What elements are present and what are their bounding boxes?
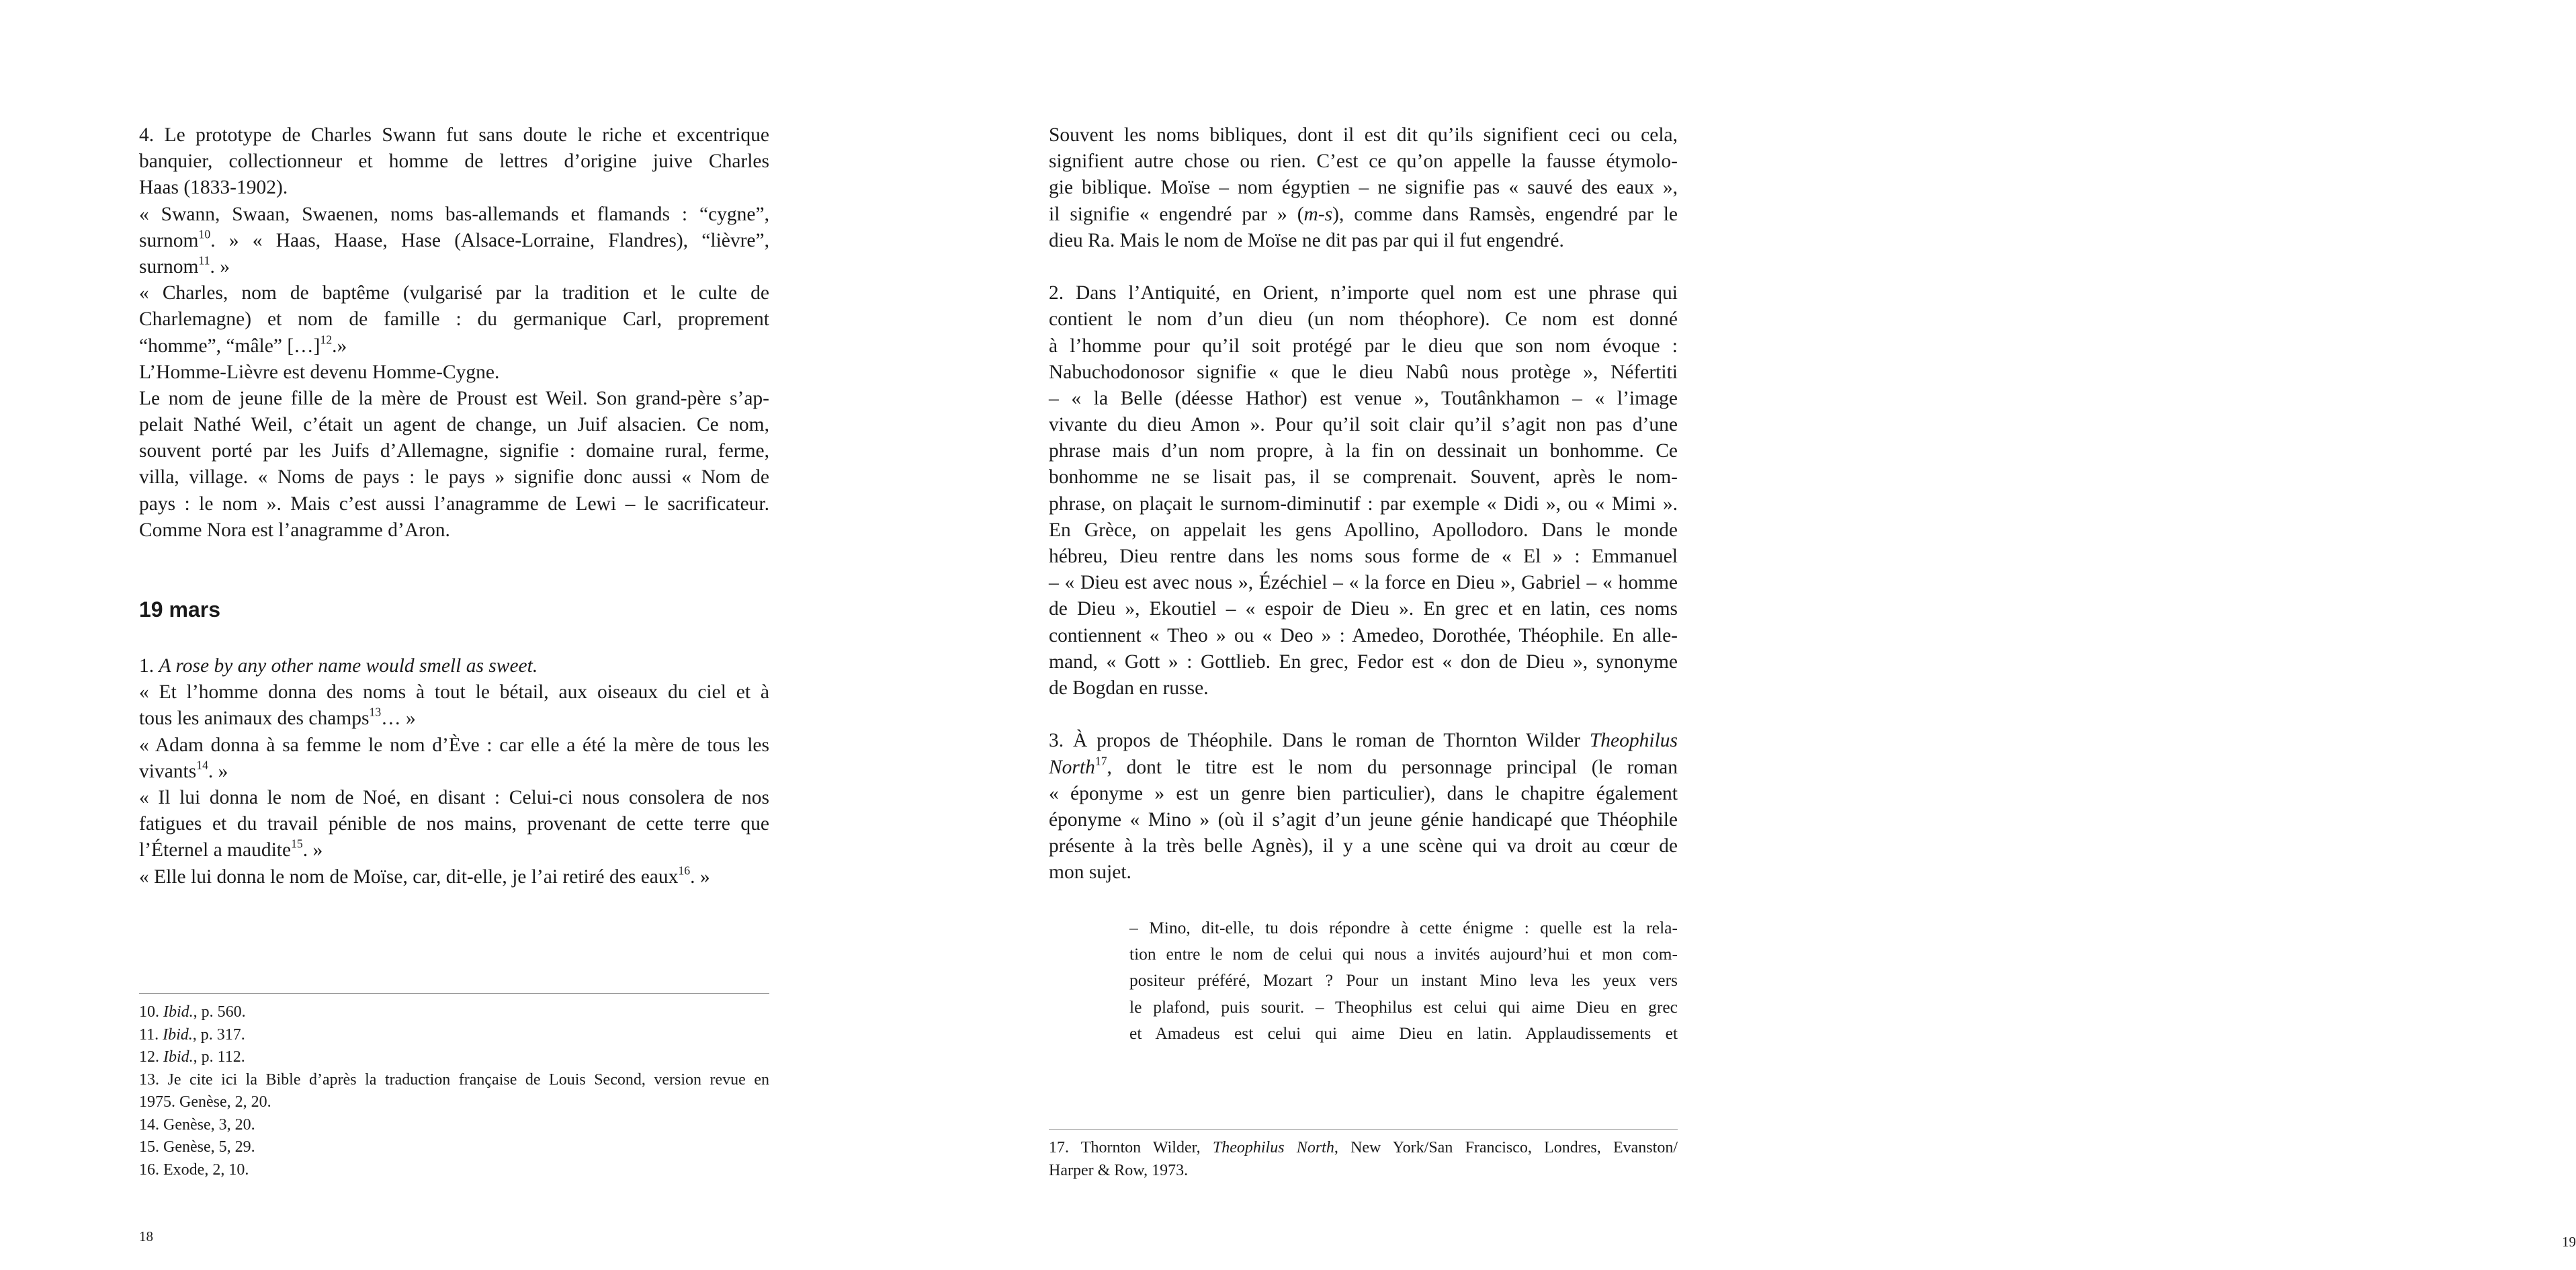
paragraph-line: pelait Nathé Weil, c’était un agent de change, un Juif alsacien. Ce nom,: [139, 414, 769, 436]
paragraph-line: « éponyme » est un genre bien particulier), dans le chapitre également: [1049, 782, 1678, 804]
quote-line: « Elle lui donna le nom de Moïse, car, dit-elle, je l’ai retiré des eaux$^{16}$. »: [139, 863, 710, 888]
page-number: 19: [2562, 1234, 2576, 1250]
quote-line: « Charles, nom de baptême (vulgarisé par la tradition et le culte de: [139, 282, 769, 304]
footnote: 14. Genèse, 3, 20.: [139, 1115, 255, 1134]
footnote: Harper & Row, 1973.: [1049, 1161, 1189, 1179]
paragraph-line: éponyme « Mino » (où il s’agit d’un jeune génie handicapé que Théophile: [1049, 808, 1678, 831]
paragraph-line: phrase mais d’un nom propre, à la fin on dessinait un bonhomme. Ce: [1049, 440, 1678, 462]
right-body-text: [1049, 122, 1678, 886]
paragraph-line: mon sujet.: [1049, 861, 1131, 884]
footnote: 10. Ibid., p. 560.: [139, 1003, 246, 1021]
paragraph-line: Le nom de jeune fille de la mère de Proust est Weil. Son grand-père s’ap-: [139, 387, 769, 409]
footnote-ref[interactable]: 15: [291, 837, 303, 851]
footnote-ref[interactable]: 12: [320, 333, 333, 347]
paragraph-line: de Bogdan en russe.: [1049, 677, 1209, 699]
quote-line: « Il lui donna le nom de Noé, en disant : Celui-ci nous consolera de nos: [139, 786, 769, 808]
quote-line: Charlemagne) et nom de famille : du germanique Carl, proprement: [139, 308, 769, 331]
paragraph-line: contient le nom d’un dieu (un nom théophore). Ce nom est donné: [1049, 308, 1678, 331]
paragraph-line: signifient autre chose ou rien. C’est ce qu’on appelle la fausse étymolo-: [1049, 151, 1678, 173]
paragraph-line: 2. Dans l’Antiquité, en Orient, n’importe quel nom est une phrase qui: [1049, 282, 1678, 304]
quote-line: surnom$^{11}$. »: [139, 253, 230, 278]
quote-line: tous les animaux des champs$^{13}$… »: [139, 706, 416, 730]
paragraph-line: Haas (1833-1902).: [139, 177, 288, 199]
quote-line: l’Éternel a maudite$^{15}$. »: [139, 837, 323, 861]
quote-line: surnom$^{10}$. » « Haas, Haase, Hase (Alsace-Lorraine, Flandres), “lièvre”,: [139, 227, 769, 251]
footnote: 12. Ibid., p. 112.: [139, 1048, 245, 1066]
page-number: 18: [139, 1228, 153, 1244]
footnote-divider: [139, 993, 769, 994]
quote-line: vivants$^{14}$. »: [139, 758, 228, 782]
quote-line: et Amadeus est celui qui aime Dieu en latin. Applaudissements et: [1129, 1023, 1678, 1043]
paragraph-line: North$^{17}$, dont le titre est le nom du personnage principal (le roman: [1049, 754, 1678, 778]
paragraph-line: bonhomme ne se lisait pas, il se comprenait. Souvent, après le nom-: [1049, 466, 1678, 489]
footnotes: [1049, 1137, 1678, 1182]
paragraph-line: En Grèce, on appelait les gens Apollino, Apollodoro. Dans le monde: [1049, 519, 1678, 541]
paragraph-line: hébreu, Dieu rentre dans les noms sous forme de « El » : Emmanuel: [1049, 546, 1678, 567]
paragraph-line: présente à la très belle Agnès), il y a une scène qui va droit au cœur de: [1049, 835, 1678, 857]
quote-line: tion entre le nom de celui qui nous a invités aujourd’hui et mon com-: [1129, 944, 1678, 964]
paragraph-line: vivante du dieu Amon ». Pour qu’il soit clair qu’il s’agit non pas d’une: [1049, 414, 1678, 436]
quote-line: – Mino, dit-elle, tu dois répondre à cette énigme : quelle est la rela-: [1129, 918, 1678, 937]
quote-line: « Adam donna à sa femme le nom d’Ève : car elle a été la mère de tous les: [139, 734, 769, 756]
paragraph-line: phrase, on plaçait le surnom-diminutif : par exemple « Didi », ou « Mimi ».: [1049, 493, 1678, 515]
quote-line: positeur préféré, Mozart ? Pour un instant Mino leva les yeux vers: [1129, 970, 1678, 990]
paragraph-line: 1. A rose by any other name would smell as sweet.: [139, 655, 538, 677]
footnote-ref[interactable]: 16: [678, 863, 691, 878]
quote-line: « Swann, Swaan, Swaenen, noms bas-allemands et flamands : “cygne”,: [139, 203, 769, 225]
quote-line: « Et l’homme donna des noms à tout le bétail, aux oiseaux du ciel et à: [139, 681, 769, 704]
paragraph-line: – « la Belle (déesse Hathor) est venue », Toutânkhamon – « l’image: [1049, 387, 1678, 409]
footnote-ref[interactable]: 11: [198, 253, 210, 267]
footnote: 17. Thornton Wilder, Theophilus North, New York/San Francisco, Londres, Evanston/: [1049, 1139, 1678, 1156]
footnote-ref[interactable]: 14: [196, 758, 208, 772]
footnote: 11. Ibid., p. 317.: [139, 1025, 245, 1044]
paragraph-line: souvent porté par les Juifs d’Allemagne, signifie : domaine rural, ferme,: [139, 440, 769, 462]
paragraph-line: il signifie « engendré par » (m-s), comme dans Ramsès, engendré par le: [1049, 203, 1678, 225]
paragraph-line: à l’homme pour qu’il soit protégé par le dieu que son nom évoque :: [1049, 335, 1678, 357]
footnote-ref[interactable]: 10: [198, 227, 211, 241]
paragraph-line: gie biblique. Moïse – nom égyptien – ne signifie pas « sauvé des eaux »,: [1049, 177, 1678, 199]
paragraph-line: villa, village. « Noms de pays : le pays » signifie donc aussi « Nom de: [139, 466, 769, 489]
quote-line: le plafond, puis sourit. – Theophilus est celui qui aime Dieu en grec: [1129, 997, 1678, 1017]
footnote: 13. Je cite ici la Bible d’après la traduction française de Louis Second, version revue en: [139, 1070, 769, 1089]
paragraph-line: 4. Le prototype de Charles Swann fut sans doute le riche et excentrique: [139, 124, 769, 146]
left-page: [0, 0, 899, 1270]
quote-line: fatigues et du travail pénible de nos mains, provenant de cette terre que: [139, 813, 769, 835]
quote-line: “homme”, “mâle” […]$^{12}$.»: [139, 333, 347, 357]
left-body-text: [139, 122, 769, 890]
footnote: 15. Genèse, 5, 29.: [139, 1138, 255, 1156]
paragraph-line: – « Dieu est avec nous », Ézéchiel – « la force en Dieu », Gabriel – « homme: [1049, 572, 1678, 594]
paragraph-line: pays : le nom ». Mais c’est aussi l’anagramme de Lewi – le sacrificateur.: [139, 493, 769, 515]
footnote-divider: [1049, 1129, 1678, 1130]
footnote: 1975. Genèse, 2, 20.: [139, 1093, 271, 1111]
paragraph-line: mand, « Gott » : Gottlieb. En grec, Fedor est « don de Dieu », synonyme: [1049, 650, 1678, 673]
paragraph-line: dieu Ra. Mais le nom de Moïse ne dit pas par qui il fut engendré.: [1049, 229, 1564, 251]
footnote-ref[interactable]: 17: [1094, 754, 1107, 768]
block-quote: [1129, 915, 1678, 1046]
paragraph-line: Nabuchodonosor signifie « que le dieu Nabû nous protège », Néfertiti: [1049, 361, 1678, 383]
paragraph-line: L’Homme-Lièvre est devenu Homme-Cygne.: [139, 361, 500, 383]
footnote: 16. Exode, 2, 10.: [139, 1160, 249, 1179]
paragraph-line: Souvent les noms bibliques, dont il est dit qu’ils signifient ceci ou cela,: [1049, 124, 1678, 146]
paragraph-line: de Dieu », Ekoutiel – « espoir de Dieu ». En grec et en latin, ces noms: [1049, 598, 1678, 620]
section-heading: 19 mars: [139, 597, 220, 622]
paragraph-line: contiennent « Theo » ou « Deo » : Amedeo, Dorothée, Théophile. En alle-: [1049, 624, 1678, 646]
footnotes: [139, 1001, 769, 1181]
paragraph-line: banquier, collectionneur et homme de lettres d’origine juive Charles: [139, 151, 769, 173]
footnote-ref[interactable]: 13: [369, 706, 382, 719]
paragraph-line: 3. À propos de Théophile. Dans le roman de Thornton Wilder Theophilus: [1049, 730, 1678, 752]
paragraph-line: Comme Nora est l’anagramme d’Aron.: [139, 519, 450, 541]
right-page: [899, 0, 2576, 1270]
